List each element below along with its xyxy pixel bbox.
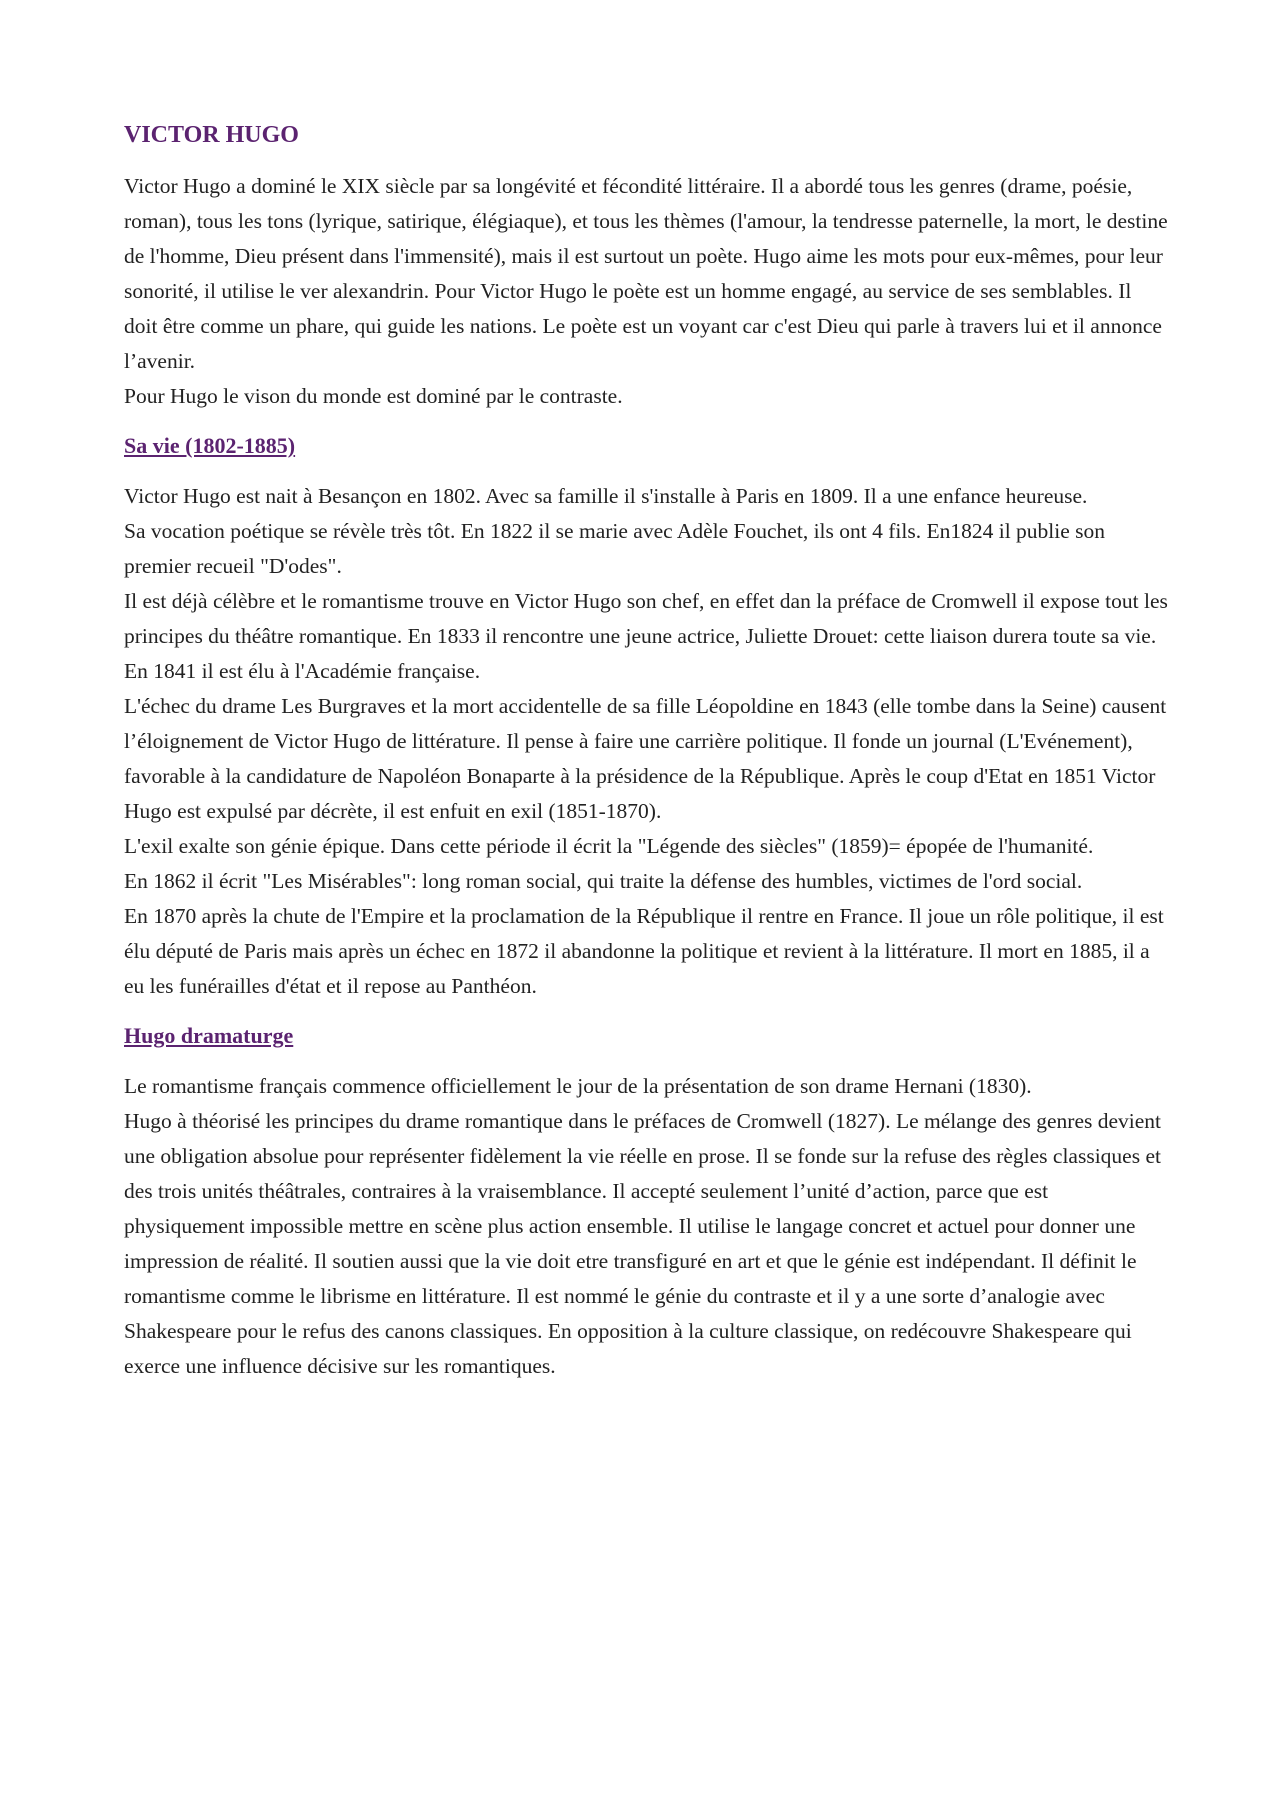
- page-title: VICTOR HUGO: [124, 122, 299, 148]
- section-heading-sa-vie: Sa vie (1802-1885): [124, 433, 296, 458]
- body-paragraph: Il est déjà célèbre et le romantisme trouve en Victor Hugo son chef, en effet dan la préface de Cromwell il expose tout les principes du théâtre romantique. En 1833 il rencontre une jeune actrice, Juliette Drouet: cette liaison durera toute sa vie. En 1841 il est élu à l'Académie française.: [124, 589, 1168, 683]
- body-paragraph: Le romantisme français commence officiellement le jour de la présentation de son drame Hernani (1830).: [124, 1074, 1032, 1098]
- section-body-hugo-dramaturge: [124, 1069, 1168, 1384]
- body-paragraph: L'exil exalte son génie épique. Dans cette période il écrit la "Légende des siècles" (1859)= épopée de l'humanité.: [124, 834, 1094, 858]
- intro-block: [124, 169, 1168, 414]
- body-paragraph: En 1870 après la chute de l'Empire et la proclamation de la République il rentre en France. Il joue un rôle politique, il est élu député de Paris mais après un échec en 1872 il abandonne la politique et revient à la littérature. Il mort en 1885, il a eu les funérailles d'état et il repose au Panthéon.: [124, 904, 1164, 998]
- body-paragraph: Sa vocation poétique se révèle très tôt. En 1822 il se marie avec Adèle Fouchet, ils ont 4 fils. En1824 il publie son premier recueil "D'odes".: [124, 519, 1106, 578]
- body-paragraph: En 1862 il écrit "Les Misérables": long roman social, qui traite la défense des humbles, victimes de l'ord social.: [124, 869, 1083, 893]
- body-paragraph: Victor Hugo est nait à Besançon en 1802. Avec sa famille il s'installe à Paris en 1809. Il a une enfance heureuse.: [124, 484, 1088, 508]
- section-heading-hugo-dramaturge: Hugo dramaturge: [124, 1023, 294, 1048]
- body-paragraph: Hugo à théorisé les principes du drame romantique dans le préfaces de Cromwell (1827). Le mélange des genres devient une obligation absolue pour représenter fidèlement la vie réelle en prose. Il se fonde sur la refuse des règles classiques et des trois unités théâtrales, contraires à la vraisemblance. Il accepté seulement l’unité d’action, parce que est physiquement impossible mettre en scène plus action ensemble. Il utilise le langage concret et actuel pour donner une impression de réalité. Il soutien aussi que la vie doit etre transfiguré en art et que le génie est indépendant. Il définit le romantisme comme le librisme en littérature. Il est nommé le génie du contraste et il y a une sorte d’analogie avec Shakespeare pour le refus des canons classiques. En opposition à la culture classique, on redécouvre Shakespeare qui exerce une influence décisive sur les romantiques.: [124, 1109, 1162, 1378]
- body-paragraph: L'échec du drame Les Burgraves et la mort accidentelle de sa fille Léopoldine en 1843 (elle tombe dans la Seine) causent l’éloignement de Victor Hugo de littérature. Il pense à faire une carrière politique. Il fonde un journal (L'Evénement), favorable à la candidature de Napoléon Bonaparte à la présidence de la République. Après le coup d'Etat en 1851 Victor Hugo est expulsé par décrète, il est enfuit en exil (1851-1870).: [124, 694, 1167, 823]
- intro-paragraph: Pour Hugo le vison du monde est dominé par le contraste.: [124, 384, 623, 408]
- document-page: [124, 118, 1168, 1384]
- section-body-sa-vie: [124, 479, 1168, 1004]
- intro-paragraph: Victor Hugo a dominé le XIX siècle par sa longévité et fécondité littéraire. Il a abordé tous les genres (drame, poésie, roman), tous les tons (lyrique, satirique, élégiaque), et tous les thèmes (l'amour, la tendresse paternelle, la mort, le destine de l'homme, Dieu présent dans l'immensité), mais il est surtout un poète. Hugo aime les mots pour eux-mêmes, pour leur sonorité, il utilise le ver alexandrin. Pour Victor Hugo le poète est un homme engagé, au service de ses semblables. Il doit être comme un phare, qui guide les nations. Le poète est un voyant car c'est Dieu qui parle à travers lui et il annonce l’avenir.: [124, 174, 1168, 373]
